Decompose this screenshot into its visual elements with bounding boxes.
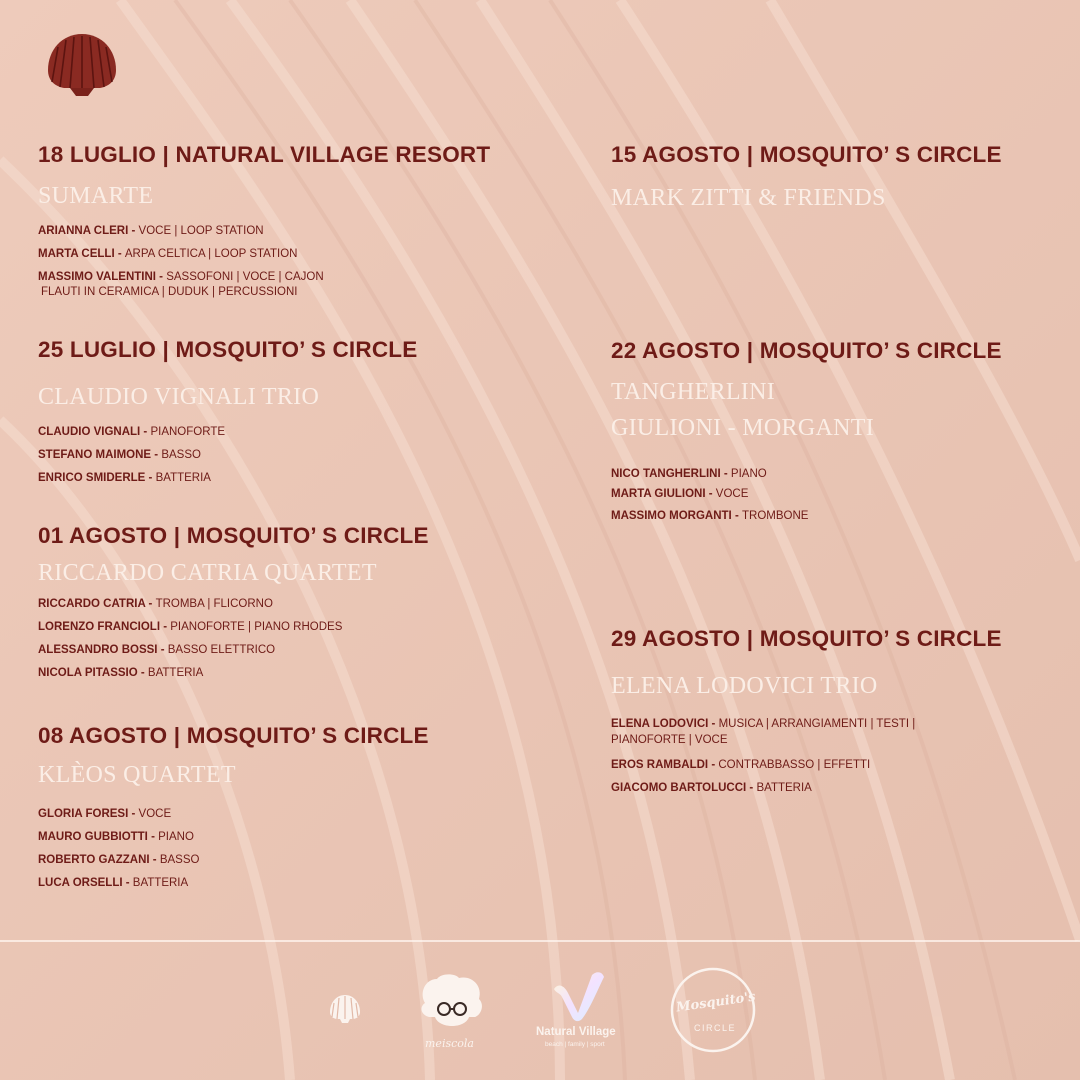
band-name: ELENA LODOVICI TRIO	[611, 673, 878, 699]
member-item: MARTA GIULIONI - VOCE	[611, 488, 749, 500]
event-heading: 25 LUGLIO | MOSQUITO’ S CIRCLE	[38, 337, 418, 362]
member-item: ENRICO SMIDERLE - BATTERIA	[38, 472, 211, 484]
event-15-agosto	[611, 142, 1071, 216]
event-heading: 08 AGOSTO | MOSQUITO’ S CIRCLE	[38, 723, 429, 748]
event-25-luglio	[38, 337, 578, 490]
natural-village-logo-icon	[548, 969, 610, 1023]
event-heading: 18 LUGLIO | NATURAL VILLAGE RESORT	[38, 142, 491, 167]
member-list	[38, 593, 578, 685]
band-name: RICCARDO CATRIA QUARTET	[38, 560, 377, 586]
band-name: MARK ZITTI & FRIENDS	[611, 185, 886, 211]
natural-village-logo-text: Natural Village	[536, 1026, 616, 1038]
member-item: LUCA ORSELLI - BATTERIA	[38, 877, 189, 889]
event-heading: 15 AGOSTO | MOSQUITO’ S CIRCLE	[611, 142, 1002, 167]
footer-logos	[0, 965, 1080, 1065]
band-name: CLAUDIO VIGNALI TRIO	[38, 384, 320, 410]
member-item: GLORIA FORESI - VOCE	[38, 808, 172, 820]
shell-logo-icon	[328, 993, 362, 1025]
member-item: MASSIMO VALENTINI - SASSOFONI | VOCE | CAJON FLAUTI IN CERAMICA | DUDUK | PERCUSSIONI	[38, 271, 324, 298]
event-heading: 29 AGOSTO | MOSQUITO’ S CIRCLE	[611, 626, 1002, 651]
meiscola-logo-text: meiscola	[425, 1037, 474, 1050]
member-item: MARTA CELLI - ARPA CELTICA | LOOP STATION	[38, 248, 298, 260]
band-name: KLÈOS QUARTET	[38, 762, 236, 788]
member-item: EROS RAMBALDI - CONTRABBASSO | EFFETTI	[611, 759, 871, 771]
mosquitos-logo-subtext: CIRCLE	[694, 1023, 737, 1033]
scallop-shell-icon	[44, 30, 120, 98]
event-29-agosto	[611, 626, 1071, 800]
member-item: NICO TANGHERLINI - PIANO	[611, 468, 767, 480]
member-item: ARIANNA CLERI - VOCE | LOOP STATION	[38, 225, 264, 237]
member-item: ELENA LODOVICI - MUSICA | ARRANGIAMENTI | TESTI | PIANOFORTE | VOCE	[611, 718, 916, 746]
member-item: MASSIMO MORGANTI - TROMBONE	[611, 510, 809, 522]
member-item: ALESSANDRO BOSSI - BASSO ELETTRICO	[38, 644, 276, 656]
event-heading: 22 AGOSTO | MOSQUITO’ S CIRCLE	[611, 338, 1002, 363]
member-item: ROBERTO GAZZANI - BASSO	[38, 854, 200, 866]
event-18-luglio	[38, 142, 578, 303]
member-item: GIACOMO BARTOLUCCI - BATTERIA	[611, 782, 812, 794]
natural-village-logo-subtext: beach | family | sport	[545, 1041, 605, 1048]
mosquitos-logo-text: Mosquito's	[675, 989, 757, 1016]
member-item: RICCARDO CATRIA - TROMBA | FLICORNO	[38, 598, 273, 610]
member-item: CLAUDIO VIGNALI - PIANOFORTE	[38, 426, 226, 438]
band-name-line2: GIULIONI - MORGANTI	[611, 415, 874, 441]
member-item: LORENZO FRANCIOLI - PIANOFORTE | PIANO RHODES	[38, 621, 343, 633]
band-name: SUMARTE	[38, 183, 154, 209]
band-name: TANGHERLINI	[611, 379, 776, 405]
member-list	[38, 803, 578, 895]
meiscola-face-icon	[415, 973, 489, 1035]
member-list	[611, 464, 1071, 528]
member-item: NICOLA PITASSIO - BATTERIA	[38, 667, 204, 679]
event-22-agosto	[611, 338, 1071, 528]
event-01-agosto	[38, 523, 578, 685]
footer-divider	[0, 940, 1080, 942]
member-list	[38, 220, 578, 299]
member-item: MAURO GUBBIOTTI - PIANO	[38, 831, 194, 843]
member-item: STEFANO MAIMONE - BASSO	[38, 449, 201, 461]
member-list	[38, 421, 578, 490]
event-08-agosto	[38, 723, 578, 895]
member-list	[611, 716, 1071, 800]
event-heading: 01 AGOSTO | MOSQUITO’ S CIRCLE	[38, 523, 429, 548]
